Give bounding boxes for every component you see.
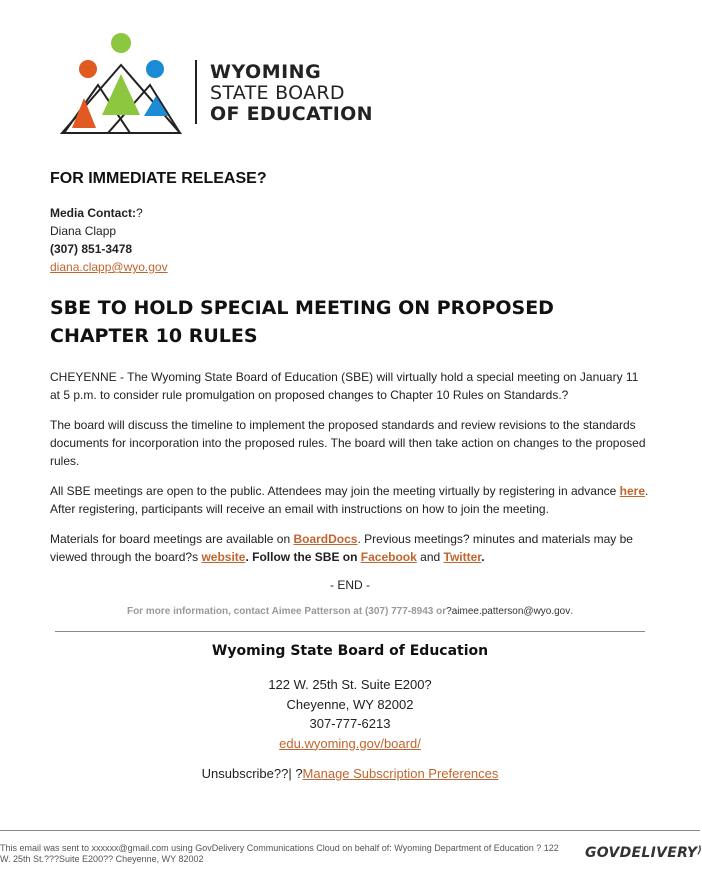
p4-text-b: . Previous meetings? minutes and materials may be viewed through the board?s [50, 532, 633, 564]
govdelivery-swoosh-icon: ⟩ [697, 845, 702, 856]
twitter-link[interactable]: Twitter [443, 550, 482, 564]
p3-text-b: . After registering, participants will receive an email with instructions on how to join the meeting. [50, 484, 649, 516]
address-line-2: Cheyenne, WY 82002 [286, 696, 414, 712]
govdelivery-brand: GOVDELIVERY [585, 845, 698, 861]
contact-label: Media Contact: [50, 206, 137, 220]
bottom-divider [0, 830, 700, 831]
subscription-links [0, 766, 700, 781]
logo-wordmark [210, 62, 373, 125]
footer-org-name: Wyoming State Board of Education [211, 643, 489, 659]
footer-address [0, 675, 700, 753]
register-here-link[interactable]: here [619, 484, 646, 498]
footer-divider [55, 631, 645, 632]
headline: SBE TO HOLD SPECIAL MEETING ON PROPOSED CHAPTER 10 RULES [50, 297, 554, 347]
manage-subscription-link[interactable]: Manage Subscription Preferences [302, 766, 499, 781]
logo-line-3: OF EDUCATION [210, 103, 373, 125]
logo-line-1: WYOMING [210, 61, 322, 83]
p3-text-a: All SBE meetings are open to the public. Attendees may join the meeting virtually by registering in advance [50, 484, 620, 498]
more-info-text: For more information, contact Aimee Patterson at (307) 777-8943 or [126, 606, 447, 617]
p4-text-a: Materials for board meetings are available on [50, 532, 294, 546]
logo-line-2: STATE BOARD [210, 82, 345, 104]
more-info [50, 606, 650, 617]
govdelivery-logo [585, 845, 702, 861]
paragraph-2: The board will discuss the timeline to implement the proposed standards and review revisions to the standards documents for incorporation into the proposed rules. The board will then take action on changes to the proposed rules. [50, 418, 646, 468]
contact-label-suffix: ? [136, 206, 143, 220]
end-marker: - END - [330, 578, 370, 592]
board-url-link[interactable]: edu.wyoming.gov/board/ [279, 735, 421, 751]
press-release-body [50, 170, 650, 617]
release-heading: FOR IMMEDIATE RELEASE? [50, 170, 267, 187]
more-info-tail: . [570, 606, 574, 617]
media-contact [50, 204, 650, 276]
paragraph-3 [50, 482, 650, 518]
facebook-link[interactable]: Facebook [360, 550, 417, 564]
p4-text-c: . Follow the SBE on [245, 550, 361, 564]
contact-name: Diana Clapp [50, 224, 117, 238]
govdelivery-note: This email was sent to xxxxxx@gmail.com using GovDelivery Communications Cloud on behalf of: Wyoming Department of Education ? 122 W. 25th St.???Suite E200?? Cheyenne, WY 82002 [0, 843, 559, 864]
contact-phone: (307) 851-3478 [50, 242, 133, 256]
footer-phone: 307-777-6213 [309, 716, 391, 731]
address-line-1: 122 W. 25th St. Suite E200? [268, 677, 432, 692]
p4-text-e: . [481, 550, 485, 564]
paragraph-4 [50, 530, 650, 566]
paragraph-1: CHEYENNE - The Wyoming State Board of Education (SBE) will virtually hold a special meeting on January 11 at 5 p.m. to consider rule promulgation on proposed changes to Chapter 10 Rules on Standards.? [50, 370, 639, 402]
p4-text-d: and [416, 550, 444, 564]
contact-email-link[interactable]: diana.clapp@wyo.gov [50, 260, 168, 274]
logo-divider [195, 60, 197, 124]
website-link[interactable]: website [201, 550, 246, 564]
unsubscribe-link[interactable]: Unsubscribe??| ? [201, 766, 303, 781]
boarddocs-link[interactable]: BoardDocs [293, 532, 358, 546]
more-info-email[interactable]: ?aimee.patterson@wyo.gov [446, 606, 571, 617]
